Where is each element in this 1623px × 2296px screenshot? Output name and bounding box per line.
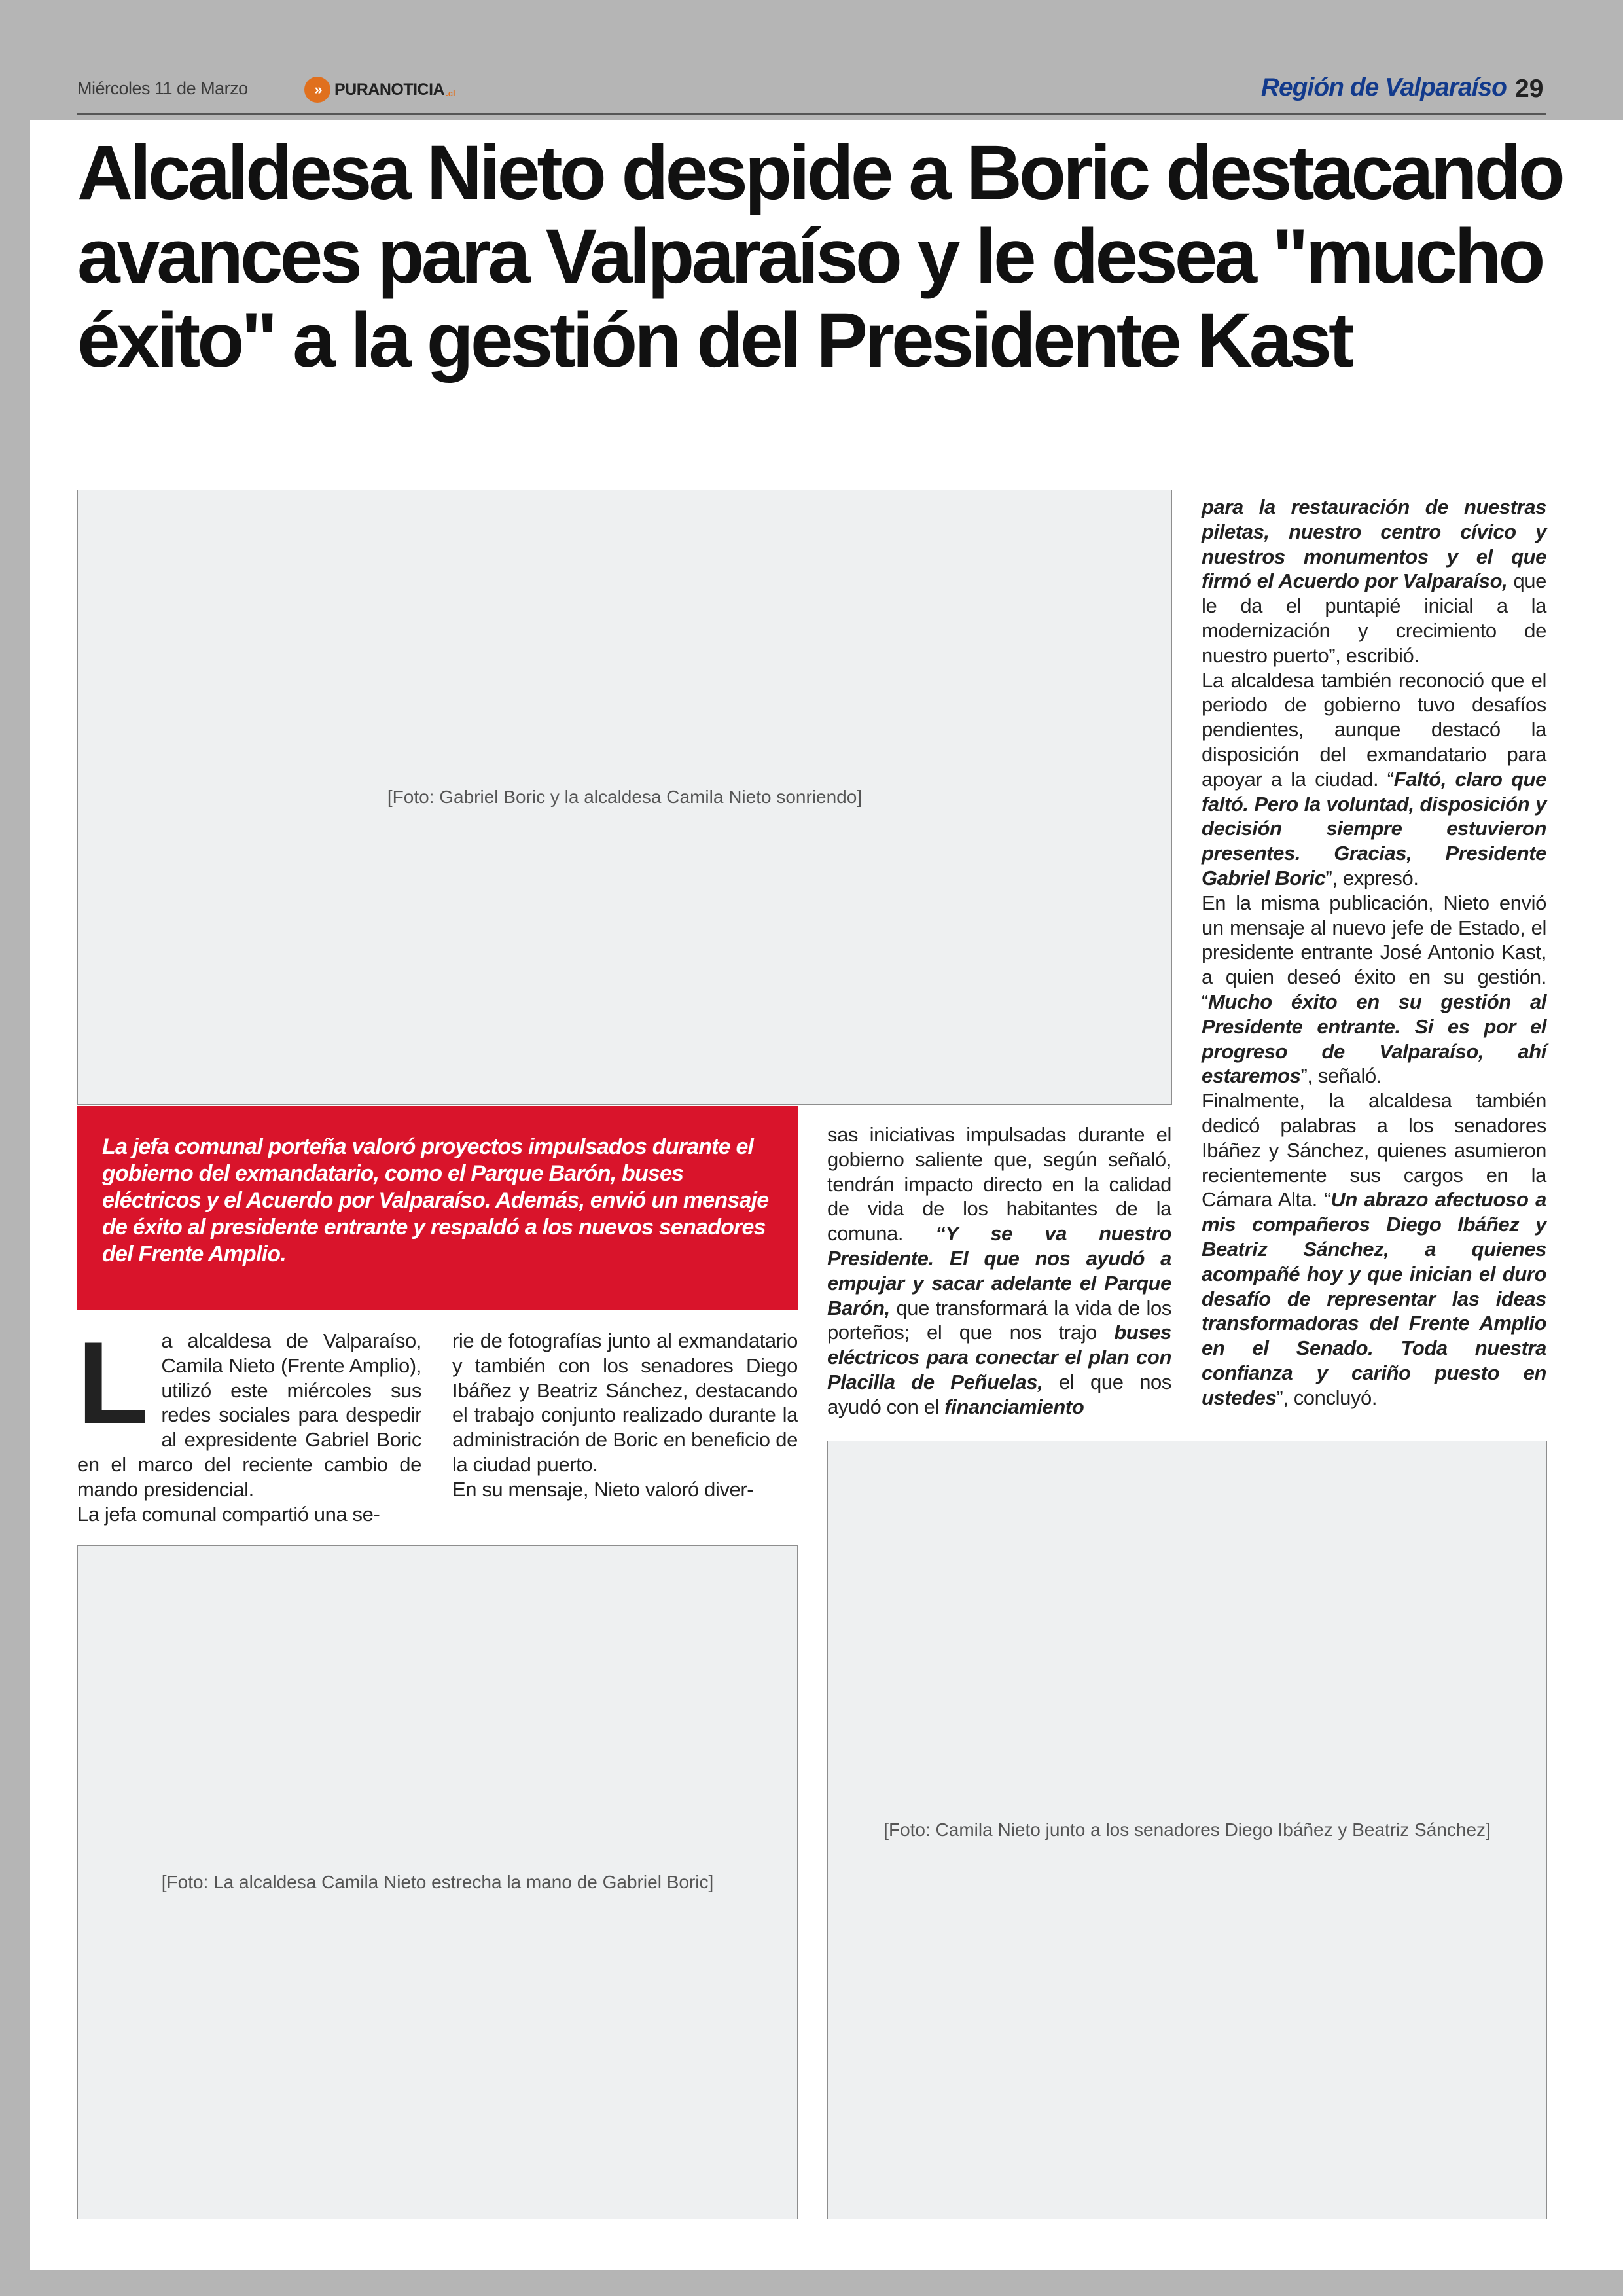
paragraph-text: que le da el puntapié inicial a la modernización y crecimiento de nuestro puerto”, escribió. — [1202, 569, 1546, 667]
section-title: Región de Valparaíso — [1260, 73, 1507, 101]
article-headline: Alcaldesa Nieto despide a Boric destacando avances para Valparaíso y le desea "mucho éxito" a la gestión del Presidente Kast — [77, 130, 1562, 384]
quote-text: para la restauración de nuestras piletas, nuestro centro cívico y nuestros monumentos y el que firmó el Acuerdo por Valparaíso, — [1202, 495, 1546, 593]
paragraph-text: ”, señaló. — [1300, 1064, 1382, 1088]
quote-text: Faltó, claro que faltó. Pero la voluntad, disposición y decisión siempre estuvieron presentes. Gracias, Presidente Gabriel Boric — [1202, 767, 1546, 889]
quote-text: buses eléctricos para conectar el plan con Placilla de Peñuelas, — [827, 1321, 1171, 1393]
paragraph-text: sas iniciativas impulsadas durante el gobierno saliente que, según señaló, tendrán impacto directo en la calidad de vida de los habitantes de la comuna. — [827, 1123, 1171, 1246]
header-divider — [77, 113, 1546, 115]
photo-caption-placeholder: [Foto: Gabriel Boric y la alcaldesa Camila Nieto sonriendo] — [387, 787, 863, 807]
article-column-1 — [77, 1318, 421, 1526]
quote-text: “Y se va nuestro Presidente. El que nos ayudó a empujar y sacar adelante el Parque Barón, — [827, 1222, 1171, 1319]
logo-name: PURANOTICIA — [334, 80, 445, 99]
photo-handshake — [77, 1545, 798, 2219]
photo-senators — [827, 1441, 1547, 2219]
photo-caption-placeholder: [Foto: La alcaldesa Camila Nieto estrecha la mano de Gabriel Boric] — [161, 1872, 714, 1892]
article-paragraph — [1202, 668, 1546, 891]
page-number: 29 — [1515, 75, 1544, 103]
article-paragraph — [77, 1318, 421, 1502]
article-paragraph — [1202, 891, 1546, 1088]
article-paragraph — [1202, 1088, 1546, 1410]
article-summary-box: La jefa comunal porteña valoró proyectos impulsados durante el gobierno del exmandatario, como el Parque Barón, buses eléctricos y el Acuerdo por Valparaíso. Además, envió un mensaje de éxito al presidente entrante y respaldó a los nuevos senadores del Frente Amplio. — [77, 1106, 798, 1310]
paragraph-text: ”, concluyó. — [1276, 1386, 1378, 1409]
article-paragraph — [1202, 495, 1546, 668]
article-paragraph: rie de fotografías junto al exmandatario y también con los senadores Diego Ibáñez y Beatriz Sánchez, destacando el trabajo conjunto realizado durante la administración de Boric en beneficio de la ciudad puerto. — [452, 1329, 798, 1476]
paragraph-text: a alcaldesa de Valparaíso, Camila Nieto (Frente Amplio), utilizó este miércoles sus redes sociales para despedir al expresidente Gabriel Boric en el marco del reciente cambio de mando presidencial. — [77, 1329, 421, 1501]
puranoticia-logo — [304, 77, 455, 103]
paragraph-text: el que nos ayudó con el — [827, 1370, 1171, 1418]
article-column-2 — [452, 1329, 798, 1502]
article-column-3 — [827, 1122, 1171, 1420]
drop-cap: L — [77, 1318, 149, 1448]
photo-caption-placeholder: [Foto: Camila Nieto junto a los senadores Diego Ibáñez y Beatriz Sánchez] — [883, 1820, 1491, 1840]
paragraph-text: La alcaldesa también reconoció que el periodo de gobierno tuvo desafíos pendientes, aunque destacó la disposición del exmandatario para apoyar a la ciudad. “ — [1202, 668, 1546, 791]
article-paragraph: En su mensaje, Nieto valoró diver- — [452, 1477, 754, 1501]
article-column-4 — [1202, 495, 1546, 1410]
quote-text: Mucho éxito en su gestión al Presidente entrante. Si es por el progreso de Valparaíso, ahí estaremos — [1202, 990, 1546, 1088]
article-paragraph — [827, 1122, 1171, 1420]
photo-boric-nieto — [77, 490, 1172, 1105]
quote-text: financiamiento — [944, 1395, 1084, 1418]
paragraph-text: Finalmente, la alcaldesa también dedicó palabras a los senadores Ibáñez y Sánchez, quienes asumieron recientemente sus cargos en la Cámara Alta. “ — [1202, 1089, 1546, 1211]
paragraph-text: ”, expresó. — [1325, 866, 1419, 889]
logo-suffix: .cl — [446, 88, 455, 98]
issue-date: Miércoles 11 de Marzo — [77, 79, 248, 98]
paragraph-text: que transformará la vida de los porteños; el que nos trajo — [827, 1296, 1171, 1344]
quote-text: Un abrazo afectuoso a mis compañeros Diego Ibáñez y Beatriz Sánchez, a quienes acompañé hoy y que inician el duro desafío de representar las ideas transformadoras del Frente Amplio en el Senado. Toda nuestra confianza y cariño puesto en ustedes — [1202, 1188, 1546, 1409]
article-paragraph: La jefa comunal compartió una se- — [77, 1502, 380, 1526]
paragraph-text: En la misma publicación, Nieto envió un mensaje al nuevo jefe de Estado, el presidente entrante José Antonio Kast, a quien deseó éxito en su gestión. “ — [1202, 891, 1546, 1013]
logo-chevrons-icon: » — [304, 77, 330, 103]
